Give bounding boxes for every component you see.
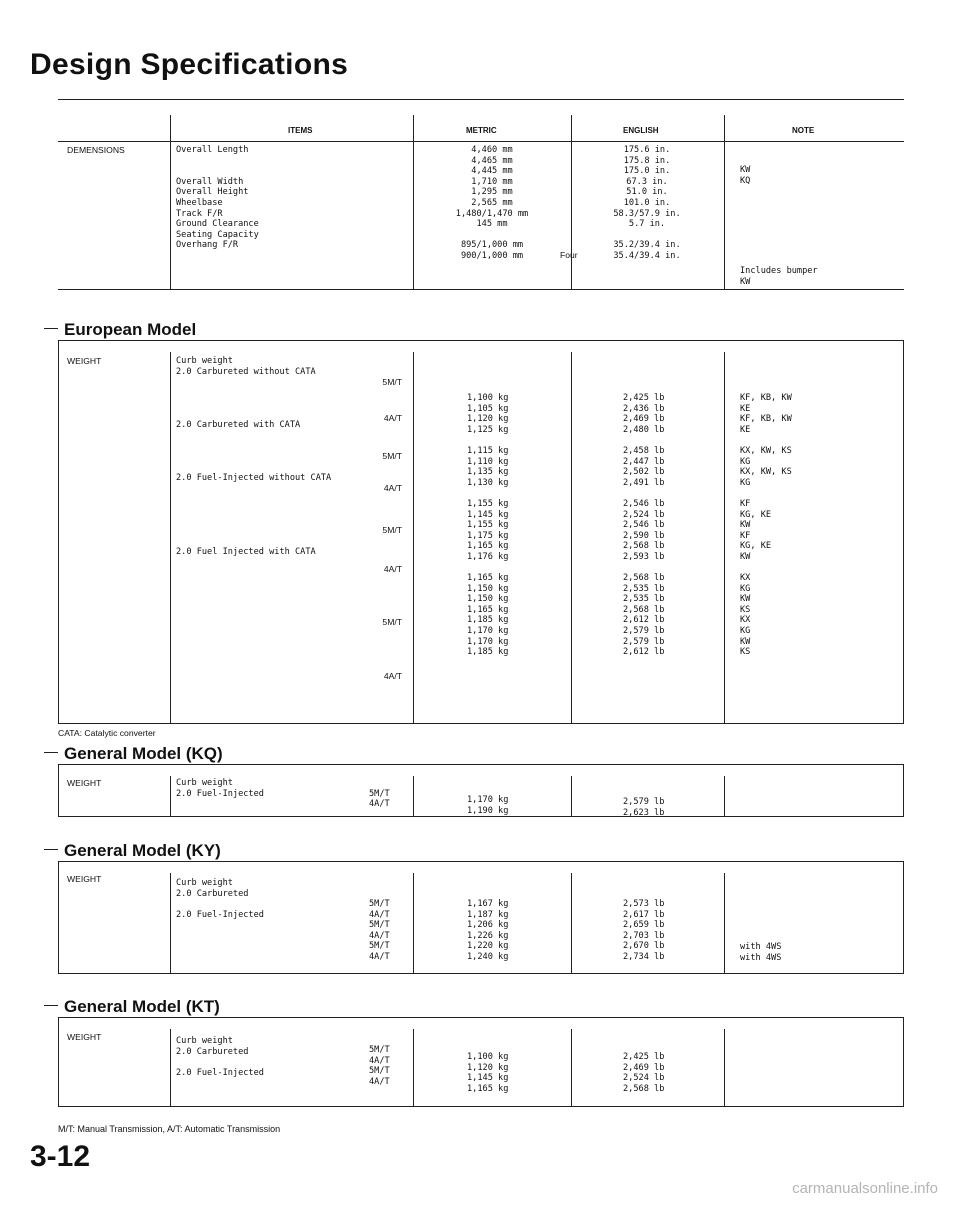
transmission-label: 5M/T: [382, 451, 402, 461]
section-title: European Model: [60, 320, 202, 340]
page-number: 3-12: [30, 1140, 91, 1173]
weight-items: Curb weight 2.0 Carbureted 2.0 Fuel-Injected: [176, 878, 264, 920]
transmission-label: 4A/T: [383, 564, 402, 574]
column-divider: [724, 1029, 725, 1107]
weight-english-values: 2,425 lb 2,469 lb 2,524 lb 2,568 lb: [623, 1052, 665, 1094]
transmission-labels: 5M/T 4A/T 5M/T 4A/T 5M/T 4A/T: [369, 899, 390, 962]
model-notes: with 4WS with 4WS: [740, 942, 782, 963]
transmission-labels: 5M/T 4A/T 5M/T 4A/T: [369, 1045, 390, 1087]
column-divider: [724, 776, 725, 817]
category-label: WEIGHT: [67, 356, 102, 366]
category-label: DEMENSIONS: [67, 145, 125, 155]
weight-english-values: 2,425 lb 2,436 lb 2,469 lb 2,480 lb 2,458 lb 2,447 lb 2,502 lb 2,491 lb 2,546 lb 2,524 lb 2,546 lb 2,590 lb 2,568 lb 2,593 lb 2,568 lb 2,535 lb 2,535 lb 2,568 lb 2,612 lb 2,579 lb 2,579 lb 2,612 lb: [623, 393, 665, 658]
header-metric: METRIC: [466, 126, 497, 135]
weight-english-values: 2,579 lb 2,623 lb: [623, 797, 665, 818]
dimension-english-values: 175.6 in. 175.8 in. 175.0 in. 67.3 in. 51.0 in. 101.0 in. 58.3/57.9 in. 5.7 in. 35.2/39.4 in. 35.4/39.4 in.: [613, 145, 681, 261]
section-title-tick: [44, 1005, 58, 1006]
header-note: NOTE: [792, 126, 815, 135]
column-divider: [413, 873, 414, 974]
column-divider: [571, 1029, 572, 1107]
category-label: WEIGHT: [67, 874, 102, 884]
dimension-metric-values: 4,460 mm 4,465 mm 4,445 mm 1,710 mm 1,295 mm 2,565 mm 1,480/1,470 mm 145 mm 895/1,000 mm 900/1,000 mm: [455, 145, 529, 261]
dimension-note-2: Includes bumper KW: [740, 266, 818, 287]
seating-capacity-value: Four: [560, 250, 578, 260]
column-divider: [413, 776, 414, 817]
column-divider: [170, 873, 171, 974]
column-divider: [571, 352, 572, 724]
transmission-label: 4A/T: [383, 483, 402, 493]
transmission-label: 5M/T: [382, 525, 402, 535]
column-divider: [413, 352, 414, 724]
column-divider: [170, 776, 171, 817]
section-title: General Model (KY): [60, 841, 227, 861]
column-divider: [724, 873, 725, 974]
category-label: WEIGHT: [67, 1032, 102, 1042]
weight-metric-values: 1,170 kg 1,190 kg: [467, 795, 509, 816]
column-divider: [571, 873, 572, 974]
header-english: ENGLISH: [623, 126, 659, 135]
header-items: ITEMS: [288, 126, 313, 135]
weight-metric-values: 1,100 kg 1,105 kg 1,120 kg 1,125 kg 1,115 kg 1,110 kg 1,135 kg 1,130 kg 1,155 kg 1,145 kg 1,155 kg 1,175 kg 1,165 kg 1,176 kg 1,165 kg 1,150 kg 1,150 kg 1,165 kg 1,185 kg 1,170 kg 1,170 kg 1,185 kg: [467, 393, 509, 658]
column-divider: [170, 1029, 171, 1107]
cata-footnote: CATA: Catalytic converter: [58, 728, 156, 738]
transmission-labels: 5M/T 4A/T: [369, 788, 390, 810]
column-divider: [170, 352, 171, 724]
column-divider: [170, 115, 171, 289]
column-divider: [571, 776, 572, 817]
section-title: General Model (KQ): [60, 744, 229, 764]
watermark: carmanualsonline.info: [792, 1180, 938, 1197]
weight-english-values: 2,573 lb 2,617 lb 2,659 lb 2,703 lb 2,670 lb 2,734 lb: [623, 899, 665, 962]
dimension-note-1: KW KQ: [740, 165, 751, 186]
section-title-tick: [44, 752, 58, 753]
transmission-label: 4A/T: [383, 671, 402, 681]
column-divider: [724, 115, 725, 289]
column-divider: [413, 1029, 414, 1107]
transmission-label: 5M/T: [382, 377, 402, 387]
section-title-tick: [44, 328, 58, 329]
header-rule: [58, 141, 904, 142]
section-title: General Model (KT): [60, 997, 226, 1017]
weight-metric-values: 1,100 kg 1,120 kg 1,145 kg 1,165 kg: [467, 1052, 509, 1094]
dimension-items: Overall Length Overall Width Overall Height Wheelbase Track F/R Ground Clearance Seating Capacity Overhang F/R: [176, 145, 259, 251]
weight-items: Curb weight 2.0 Fuel-Injected: [176, 778, 264, 799]
weight-metric-values: 1,167 kg 1,187 kg 1,206 kg 1,226 kg 1,220 kg 1,240 kg: [467, 899, 509, 962]
transmission-label: 4A/T: [383, 413, 402, 423]
table-bottom-rule: [58, 289, 904, 290]
weight-items: Curb weight 2.0 Carbureted without CATA 2.0 Carbureted with CATA 2.0 Fuel-Injected without CATA 2.0 Fuel Injected with CATA: [176, 356, 332, 557]
weight-items: Curb weight 2.0 Carbureted 2.0 Fuel-Injected: [176, 1036, 264, 1078]
section-title-tick: [44, 849, 58, 850]
transmission-footnote: M/T: Manual Transmission, A/T: Automatic Transmission: [58, 1124, 281, 1134]
transmission-label: 5M/T: [382, 617, 402, 627]
category-label: WEIGHT: [67, 778, 102, 788]
table-top-rule: [58, 99, 904, 100]
column-divider: [724, 352, 725, 724]
model-codes: KF, KB, KW KE KF, KB, KW KE KX, KW, KS KG KX, KW, KS KG KF KG, KE KW KF KG, KE KW KX KG KW KS KX KG KW KS: [740, 393, 792, 658]
page-title: Design Specifications: [30, 48, 349, 81]
